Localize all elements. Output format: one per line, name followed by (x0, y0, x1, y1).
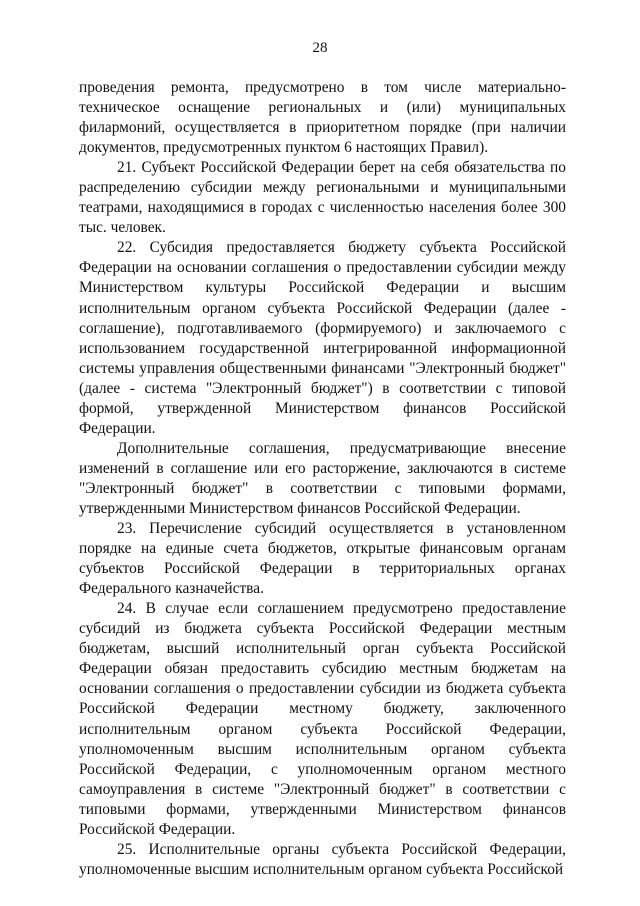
paragraph-continuation: проведения ремонта, предусмотрено в том числе материально-техническое оснащение региональных и (или) муниципальных филармоний, осуществляется в приоритетном порядке (при наличии документов, предусмотренных пунктом 6 настоящих Правил). (79, 79, 566, 157)
page-number: 28 (312, 40, 328, 56)
paragraph-22-additional: Дополнительные соглашения, предусматривающие внесение изменений в соглашение или его расторжение, заключаются в системе "Электронный бюджет" в соответствии с типовыми формами, утвержденными Министерством финансов Российской Федерации. (79, 439, 566, 517)
paragraph-21: 21. Субъект Российской Федерации берет на себя обязательства по распределению субсидии между региональными и муниципальными театрами, находящимися в городах с численностью населения более 300 тыс. человек. (79, 159, 566, 237)
paragraph-25: 25. Исполнительные органы субъекта Российской Федерации, уполномоченные высшим исполнительным органом субъекта Российской (79, 840, 566, 878)
paragraph-24: 24. В случае если соглашением предусмотрено предоставление субсидий из бюджета субъекта Российской Федерации местным бюджетам, высший исполнительный орган субъекта Российской Федерации обязан предоставить субсидию местным бюджетам на основании соглашения о предоставлении субсидии из бюджета субъекта Российской Федерации местному бюджету, заключенного исполнительным органом субъекта Российской Федерации, уполномоченным высшим исполнительным органом субъекта Российской Федерации, с уполномоченным органом местного самоуправления в системе "Электронный бюджет" в соответствии с типовыми формами, утвержденными Министерством финансов Российской Федерации. (79, 600, 566, 838)
paragraph-23: 23. Перечисление субсидий осуществляется в установленном порядке на единые счета бюджетов, открытые финансовым органам субъектов Российской Федерации в территориальных органах Федерального казначейства. (79, 520, 566, 598)
document-body (79, 78, 566, 880)
paragraph-22: 22. Субсидия предоставляется бюджету субъекта Российской Федерации на основании соглашения о предоставлении субсидии между Министерством культуры Российской Федерации и высшим исполнительным органом субъекта Российской Федерации (далее - соглашение), подготавливаемого (формируемого) и заключаемого с использованием государственной интегрированной информационной системы управления общественными финансами "Электронный бюджет" (далее - система "Электронный бюджет") в соответствии с типовой формой, утвержденной Министерством финансов Российской Федерации. (79, 239, 566, 437)
